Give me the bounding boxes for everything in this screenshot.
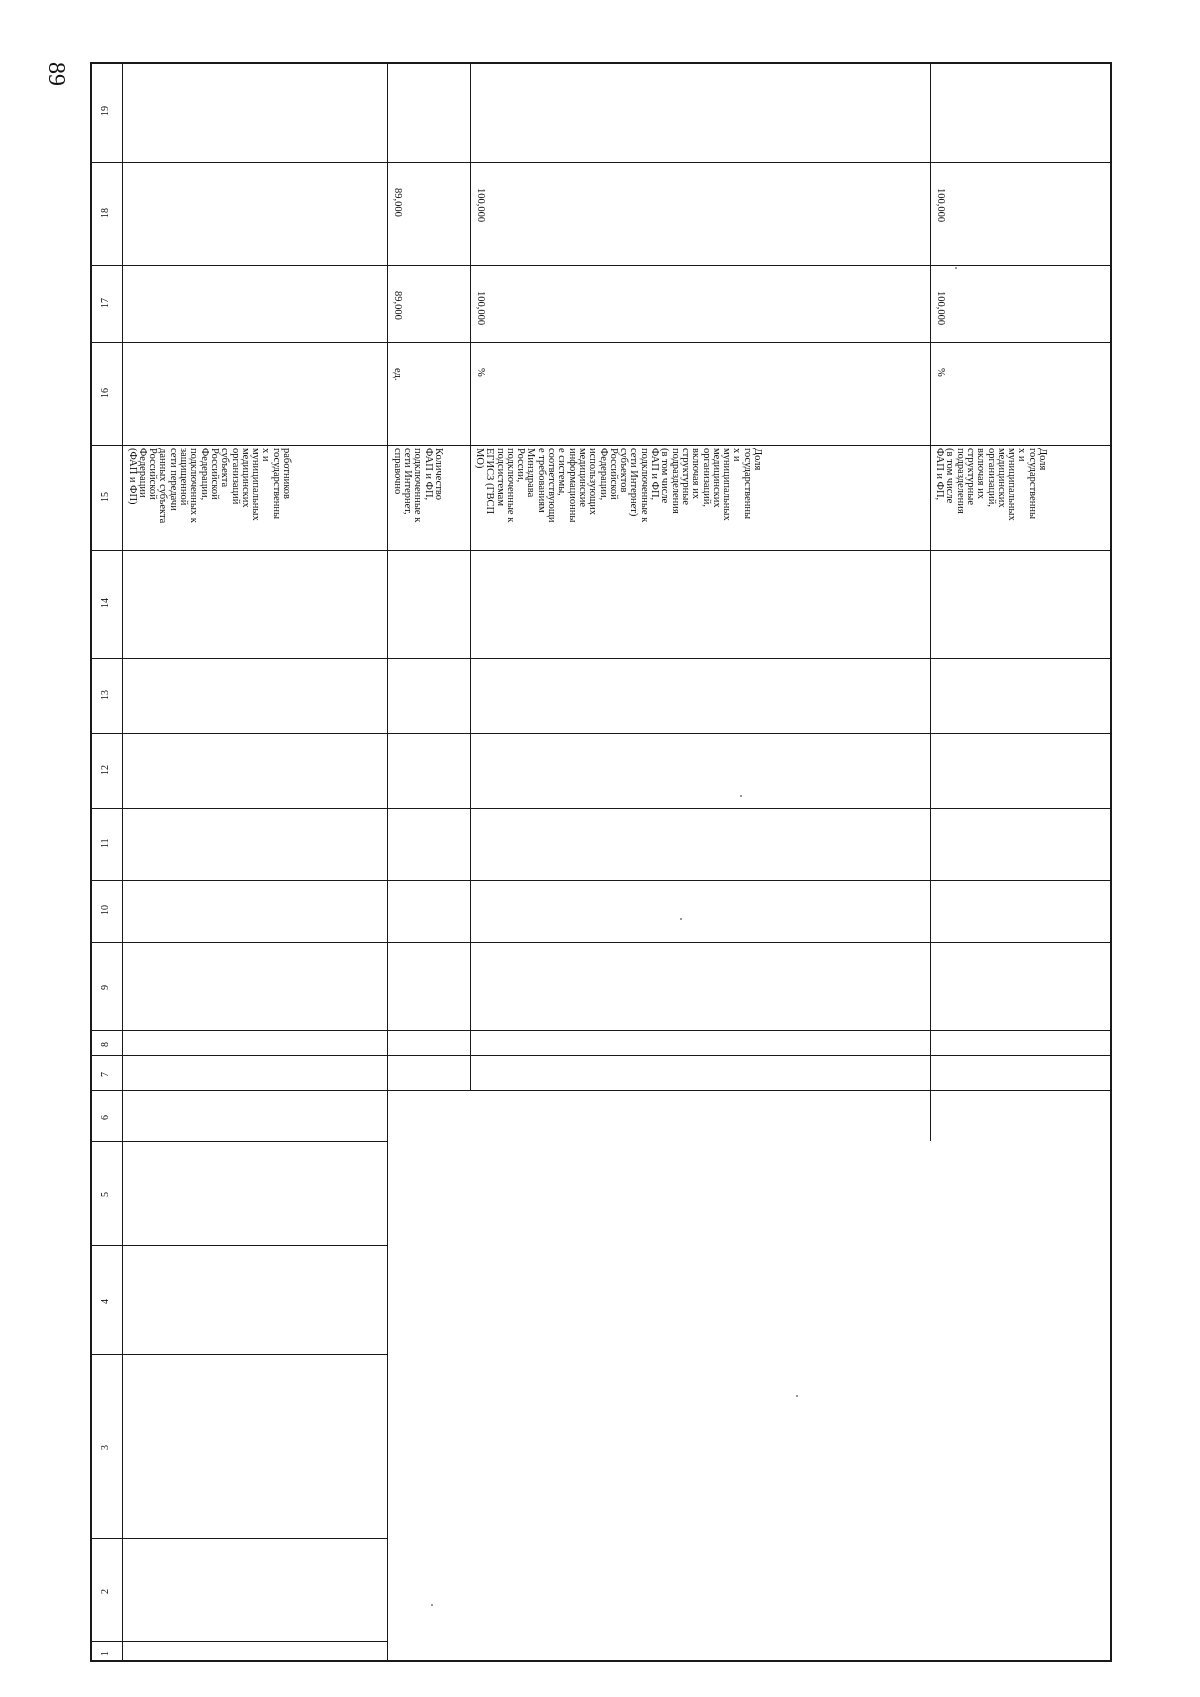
indicator-line: сети Интернет,	[401, 448, 413, 515]
indicator-line: структурные	[680, 448, 692, 505]
row-2-indicator	[391, 448, 442, 522]
column-number-2: 2	[100, 1588, 111, 1594]
indicator-line: сети передачи	[167, 448, 179, 511]
col-divider-1	[90, 1641, 387, 1642]
row-divider-1	[387, 62, 388, 1662]
indicator-line: Российской	[208, 448, 220, 500]
indicator-line: муниципальных	[1006, 448, 1018, 521]
indicator-line: соответствующи	[546, 448, 558, 523]
col-divider-4	[90, 1245, 387, 1246]
col-divider-6	[90, 1090, 1112, 1091]
scan-speck	[740, 795, 742, 797]
indicator-line: защищенной	[177, 448, 189, 506]
row-divider-2c	[470, 62, 471, 658]
column-number-14: 14	[100, 598, 111, 608]
row-2-value-17: 89,000	[392, 291, 403, 320]
indicator-line: Федерации,	[597, 448, 609, 501]
indicator-line: подключенных к	[188, 448, 200, 523]
indicator-line: ФАП и ФП,	[649, 448, 661, 501]
page-number: 89	[43, 62, 69, 86]
scan-speck	[680, 918, 682, 920]
indicator-line: структурные	[965, 448, 977, 505]
indicator-line: Российской	[146, 448, 158, 500]
indicator-line: работников	[280, 448, 292, 499]
col-divider-15	[90, 445, 1112, 446]
row-divider-3c	[930, 62, 931, 658]
indicator-line: использующих	[587, 448, 599, 516]
col-divider-7	[90, 1055, 1112, 1056]
indicator-line: Федерации,	[198, 448, 210, 501]
indicator-line: государственны	[270, 448, 282, 520]
col-divider-2	[90, 1538, 387, 1539]
indicator-line: ФАП и ФП,	[422, 448, 434, 501]
col-divider-5	[90, 1141, 387, 1142]
row-4-unit: %	[935, 368, 946, 377]
col-divider-13	[90, 658, 1112, 659]
scan-speck	[955, 267, 957, 269]
indicator-line: ФАП и ФП,	[934, 448, 946, 501]
column-number-17: 17	[100, 297, 111, 308]
header-divider	[122, 62, 123, 1662]
row-3-unit: %	[475, 368, 486, 377]
indicator-line: медицинских	[239, 448, 251, 508]
indicator-line: Доля	[1037, 448, 1049, 471]
col-divider-12	[90, 733, 1112, 734]
row-2-value-18: 89,000	[392, 188, 403, 217]
indicator-line: организаций	[229, 448, 241, 505]
indicator-line: подсистемам	[494, 448, 506, 506]
column-number-6: 6	[100, 1114, 111, 1120]
indicator-line: подключенные к	[505, 448, 517, 523]
indicator-line: ЕГИСЗ (ГВСП	[484, 448, 496, 515]
indicator-line: организаций,	[700, 448, 712, 507]
column-number-10: 10	[100, 905, 111, 915]
indicator-line: данных субъекта	[157, 448, 169, 524]
col-divider-18	[90, 162, 1112, 163]
column-number-15: 15	[100, 491, 111, 502]
indicator-line: Федерации	[136, 448, 148, 498]
indicator-line: государственны	[1027, 448, 1038, 520]
indicator-line: сети Интернет)	[628, 448, 640, 517]
indicator-line: х и	[1016, 448, 1028, 462]
indicator-line: подключенные к	[639, 448, 651, 523]
indicator-line: (ФАП и ФП)	[126, 448, 138, 505]
indicator-line: (в том числе	[659, 448, 671, 504]
column-number-11: 11	[100, 838, 111, 848]
row-2-unit: ед.	[392, 368, 403, 381]
col-divider-3	[90, 1354, 387, 1355]
column-number-18: 18	[100, 207, 111, 218]
row-4-value-17: 100,000	[935, 291, 946, 326]
indicator-line: е системы,	[556, 448, 568, 496]
indicator-line: х и	[731, 448, 743, 462]
indicator-line: включая их	[690, 448, 702, 500]
table-frame	[90, 62, 1112, 1662]
indicator-line: МО)	[474, 448, 486, 469]
row-4-indicator	[934, 448, 1047, 521]
indicator-line: Доля	[752, 448, 764, 471]
row-3-value-17: 100,000	[475, 291, 486, 326]
column-number-19: 19	[100, 106, 111, 116]
indicator-line: муниципальных	[249, 448, 261, 521]
indicator-line: е требованиям	[536, 448, 548, 513]
indicator-line: Минздрава	[525, 448, 537, 498]
indicator-line: информационны	[567, 448, 579, 523]
row-1-indicator	[126, 448, 291, 523]
indicator-line: России,	[515, 448, 527, 483]
indicator-line: субъектов	[618, 448, 630, 493]
col-divider-16	[90, 342, 1112, 343]
indicator-line: медицинские	[577, 448, 589, 508]
column-number-4: 4	[100, 1298, 111, 1304]
indicator-line: Количество	[432, 448, 444, 501]
col-divider-11	[90, 808, 1112, 809]
indicator-line: субъекта	[219, 448, 231, 488]
indicator-line: подключенные к	[411, 448, 423, 523]
indicator-line: государственны	[742, 448, 754, 520]
column-number-9: 9	[100, 985, 111, 990]
column-number-13: 13	[100, 689, 111, 700]
scan-speck	[796, 1395, 798, 1397]
column-number-3: 3	[100, 1445, 111, 1450]
indicator-line: медицинских	[996, 448, 1008, 508]
col-divider-17	[90, 265, 1112, 266]
column-number-1: 1	[100, 1650, 111, 1656]
scan-speck	[431, 1604, 433, 1606]
row-3-indicator	[474, 448, 762, 523]
indicator-line: Российской	[608, 448, 620, 500]
indicator-line: х и	[260, 448, 272, 462]
row-3-value-18: 100,000	[475, 188, 486, 223]
indicator-line: справочно	[391, 448, 403, 495]
indicator-line: медицинских	[711, 448, 723, 508]
col-divider-9	[90, 942, 1112, 943]
column-number-8: 8	[100, 1041, 111, 1047]
col-divider-10	[90, 880, 1112, 881]
indicator-line: подразделения	[670, 448, 682, 514]
column-number-16: 16	[100, 387, 111, 398]
column-number-12: 12	[100, 764, 111, 775]
indicator-line: (в том числе	[944, 448, 956, 504]
column-number-7: 7	[100, 1071, 111, 1077]
col-divider-8	[90, 1030, 1112, 1031]
indicator-line: организаций,	[985, 448, 997, 507]
indicator-line: подразделения	[954, 448, 966, 514]
indicator-line: муниципальных	[721, 448, 733, 521]
indicator-line: включая их	[975, 448, 987, 500]
column-number-5: 5	[100, 1192, 111, 1197]
row-4-value-18: 100,000	[935, 188, 946, 223]
col-divider-14	[90, 550, 1112, 551]
